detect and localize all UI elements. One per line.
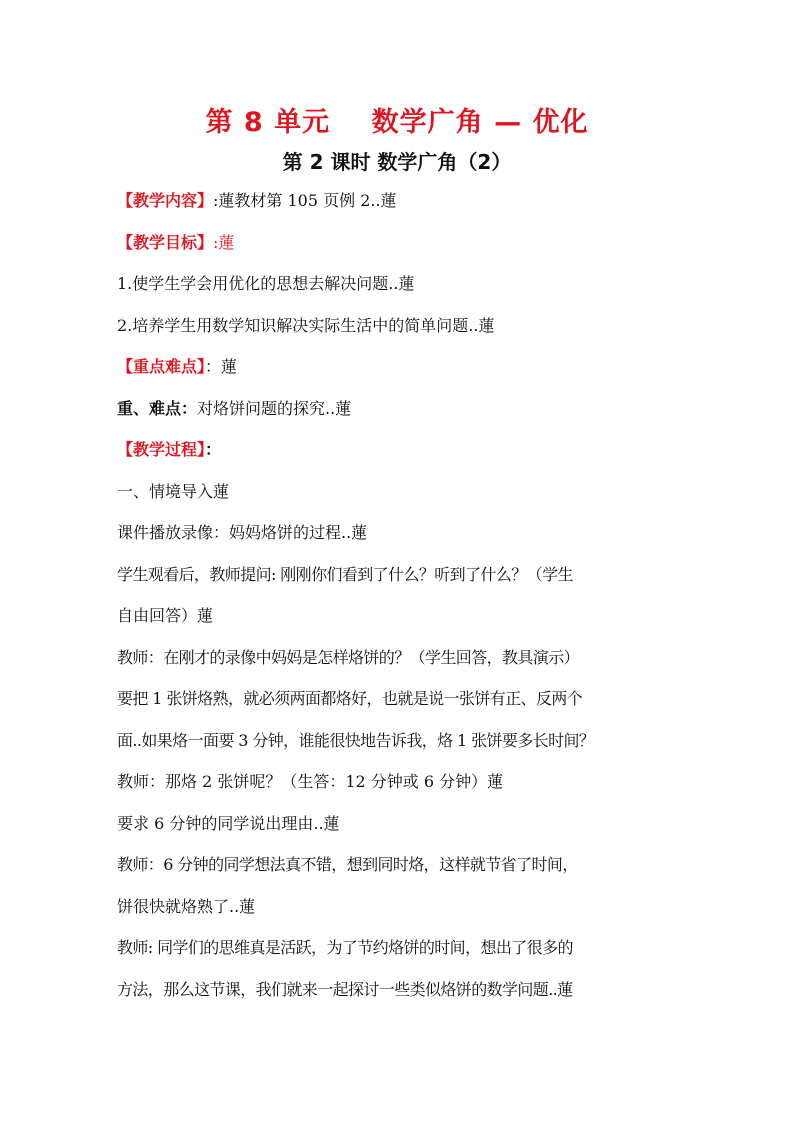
teaching-goals-text: :蓮	[213, 233, 235, 252]
paragraph-line: 饼很快就烙熟了..蓮	[117, 897, 256, 916]
document-title: 第 8 单元 数学广角 — 优化	[205, 107, 589, 138]
goal-item-1: 1.使学生学会用优化的思想去解决问题..蓮	[117, 274, 415, 293]
paragraph-line: 课件播放录像：妈妈烙饼的过程..蓮	[117, 523, 368, 542]
paragraph-line: 方法，那么这节课，我们就来一起探讨一些类似烙饼的数学问题..蓮	[117, 980, 573, 999]
teaching-process-suffix: ：	[205, 440, 222, 459]
paragraph-line: 要把 1 张饼烙熟，就必须两面都烙好，也就是说一张饼有正、反两个	[117, 689, 583, 708]
key-difficulty-line	[117, 398, 677, 420]
teaching-goals-line	[117, 232, 677, 254]
key-difficulty-text: 对烙饼问题的探究..蓮	[197, 399, 352, 418]
teaching-content-label: 【教学内容】	[117, 191, 214, 210]
section-heading: 一、情境导入蓮	[117, 482, 230, 501]
paragraph-line: 教师：在刚才的录像中妈妈是怎样烙饼的？（学生回答，教具演示）	[117, 648, 580, 667]
teaching-process-line	[117, 439, 677, 461]
goal-item-2: 2.培养学生用数学知识解决实际生活中的简单问题..蓮	[117, 316, 495, 335]
teaching-content-text: :蓮教材第 105 页例 2..蓮	[213, 191, 397, 210]
paragraph-line: 要求 6 分钟的同学说出理由..蓮	[117, 814, 340, 833]
paragraph-line: 学生观看后，教师提问: 刚刚你们看到了什么？听到了什么？（学生	[117, 565, 573, 584]
paragraph-line: 自由回答）蓮	[117, 606, 214, 625]
paragraph-line: 教师：那烙 2 张饼呢？（生答：12 分钟或 6 分钟）蓮	[117, 772, 504, 791]
paragraph-line: 教师：6 分钟的同学想法真不错，想到同时烙，这样就节省了时间，	[117, 855, 578, 874]
key-points-label: 【重点难点】	[117, 357, 206, 376]
teaching-goals-label: 【教学目标】	[117, 233, 214, 252]
key-points-line	[117, 356, 677, 378]
paragraph-line: 教师: 同学们的思维真是活跃，为了节约烙饼的时间，想出了很多的	[117, 938, 573, 957]
paragraph-line: 面..如果烙一面要 3 分钟，谁能很快地告诉我，烙 1 张饼要多长时间？	[117, 731, 595, 750]
teaching-content-line	[117, 190, 677, 212]
lesson-subtitle: 第 2 课时 数学广角（2）	[282, 150, 512, 174]
key-difficulty-label: 重、难点：	[117, 399, 198, 418]
teaching-process-label: 【教学过程】	[117, 440, 206, 459]
key-points-text: ：蓮	[205, 357, 238, 376]
